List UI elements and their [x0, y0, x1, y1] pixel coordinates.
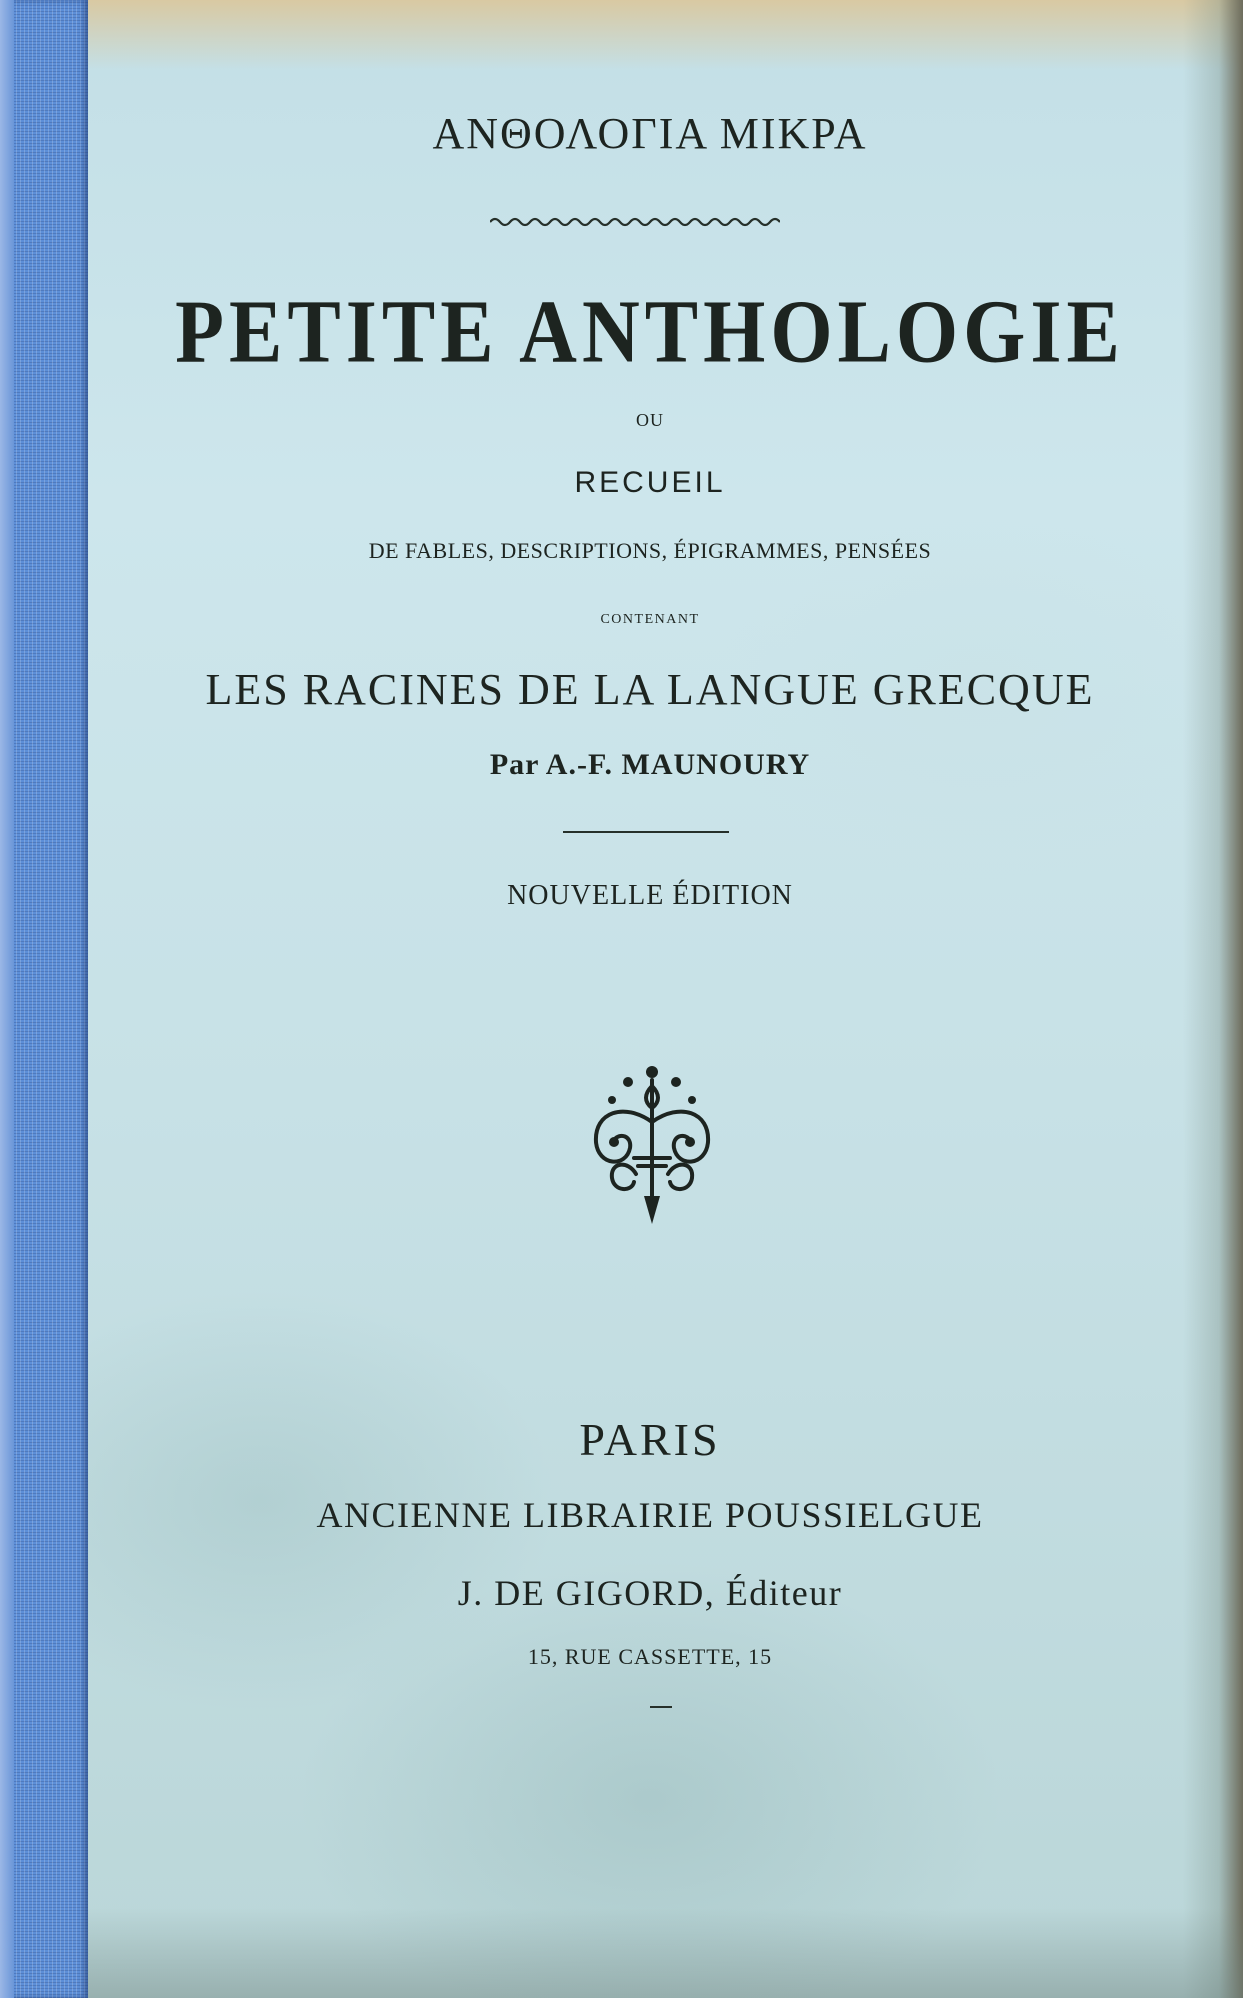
- worn-edge-bottom: [0, 1908, 1243, 1998]
- subtitle: DE FABLES, DESCRIPTIONS, ÉPIGRAMMES, PENSÉES: [368, 538, 932, 563]
- greek-title: ΑΝΘΟΛΟΓΙΑ ΜΙΚΡΑ: [432, 109, 868, 158]
- divider-rule: [563, 831, 729, 833]
- recueil-heading: RECUEIL: [574, 466, 726, 499]
- author-line: Par A.-F. MAUNOURY: [489, 748, 811, 781]
- library-name: ANCIENNE LIBRAIRIE POUSSIELGUE: [316, 1495, 984, 1535]
- fleuron-icon: [584, 1062, 720, 1226]
- conjunction-text: OU: [636, 410, 664, 430]
- publisher-name: J. DE GIGORD, Éditeur: [457, 1573, 843, 1613]
- contenant-text: CONTENANT: [600, 612, 700, 627]
- wavy-rule-icon: [490, 214, 780, 230]
- paper-stain: [70, 0, 1243, 70]
- spine-edge: [0, 0, 14, 1998]
- edition-text: NOUVELLE ÉDITION: [507, 880, 793, 911]
- main-title: PETITE ANTHOLOGIE: [175, 283, 1125, 382]
- city: PARIS: [579, 1414, 721, 1465]
- racines-heading: LES RACINES DE LA LANGUE GRECQUE: [205, 665, 1095, 714]
- closing-dash: [650, 1706, 672, 1708]
- publisher-address: 15, RUE CASSETTE, 15: [527, 1644, 773, 1669]
- worn-edge-right: [1183, 0, 1243, 1998]
